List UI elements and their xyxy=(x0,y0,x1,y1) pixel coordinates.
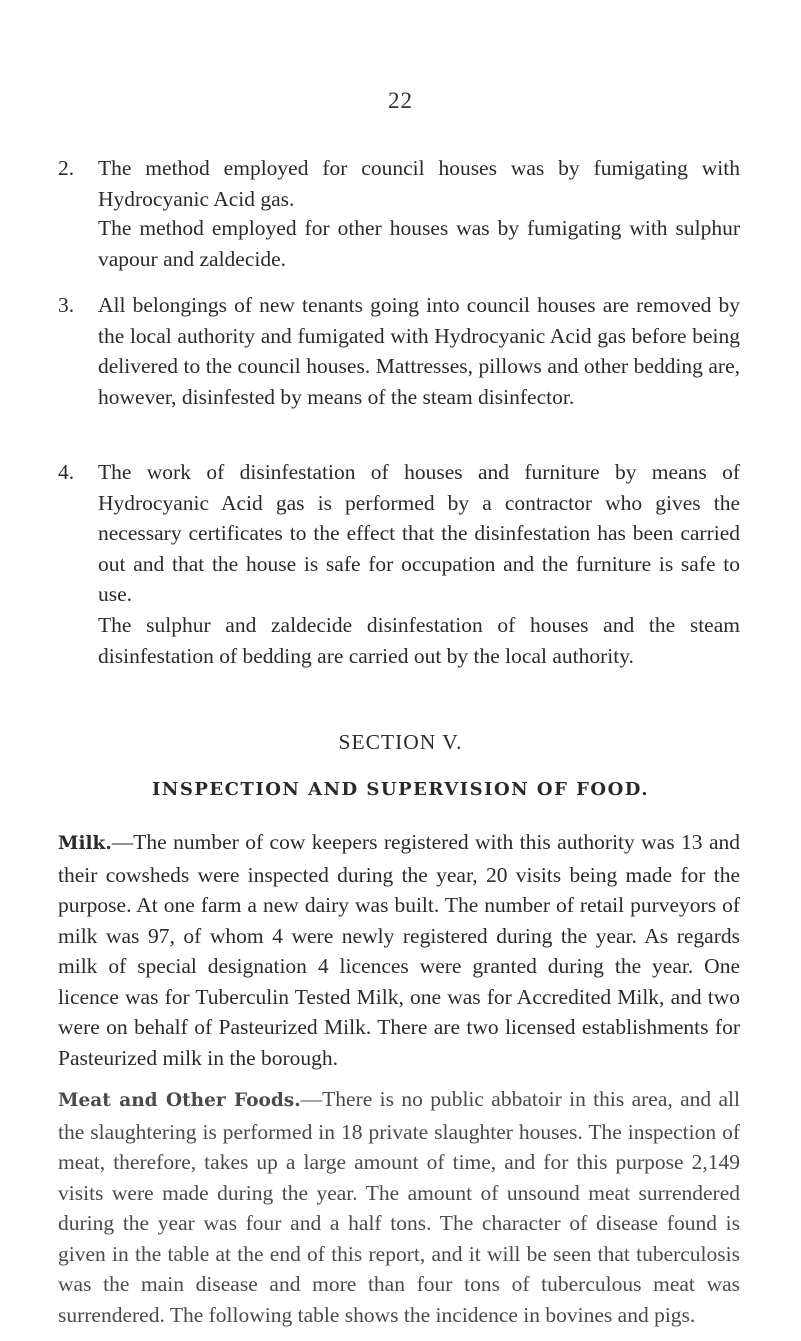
section-heading: SECTION V. xyxy=(338,730,463,754)
section-subheading: INSPECTION AND SUPERVISION OF FOOD. xyxy=(151,779,650,800)
meat-paragraph xyxy=(58,1084,740,1330)
milk-paragraph-text: —The number of cow keepers registered with this authority was 13 and their cowsheds were inspected during the year, 20 visits being made for the purpose. At one farm a new dairy was built. The number of retail purveyors of milk was 97, of whom 4 were newly registered during the year. As regards milk of special designation 4 licences were granted during the year. One licence was for Tuberculin Tested Milk, one was for Accredited Milk, and two were on behalf of Pasteurized Milk. There are two licensed establishments for Pasteurized milk in the borough. xyxy=(58,830,740,1070)
item-3-text: All belongings of new tenants going into council houses are removed by the local authority and fumigated with Hydrocyanic Acid gas before being delivered to the council houses. Mattresses, pillows and other bedding are, however, disinfested by means of the steam disinfector. xyxy=(98,293,740,409)
milk-run-in-heading: Milk. xyxy=(58,833,112,854)
page-number: 22 xyxy=(388,88,413,113)
item-2-continuation: The method employed for other houses was by fumigating with sulphur vapour and zaldecide. xyxy=(98,216,740,271)
item-4-continuation: The sulphur and zaldecide disinfestation of houses and the steam disinfestation of bedding are carried out by the local authority. xyxy=(98,613,740,668)
item-4-text: The work of disinfestation of houses and furniture by means of Hydrocyanic Acid gas is performed by a contractor who gives the necessary certificates to the effect that the disinfestation has been carried out and that the house is safe for occupation and the furniture is safe to use. xyxy=(98,460,740,606)
meat-paragraph-text: —There is no public abbatoir in this area, and all the slaughtering is performed in 18 private slaughter houses. The inspection of meat, therefore, takes up a large amount of time, and for this purpose 2,149 visits were made during the year. The amount of unsound meat surrendered during the year was four and a half tons. The character of disease found is given in the table at the end of this report, and it will be seen that tuberculosis was the main disease and more than four tons of tuberculous meat was surrendered. The following table shows the incidence in bovines and pigs. xyxy=(58,1087,740,1327)
item-number: 2. xyxy=(58,156,75,180)
item-number: 4. xyxy=(58,460,75,484)
milk-paragraph xyxy=(58,827,740,1073)
item-2-text: The method employed for council houses was by fumigating with Hydrocyanic Acid gas. xyxy=(98,156,740,211)
meat-run-in-heading: Meat and Other Foods. xyxy=(58,1090,301,1111)
item-number: 3. xyxy=(58,293,75,317)
